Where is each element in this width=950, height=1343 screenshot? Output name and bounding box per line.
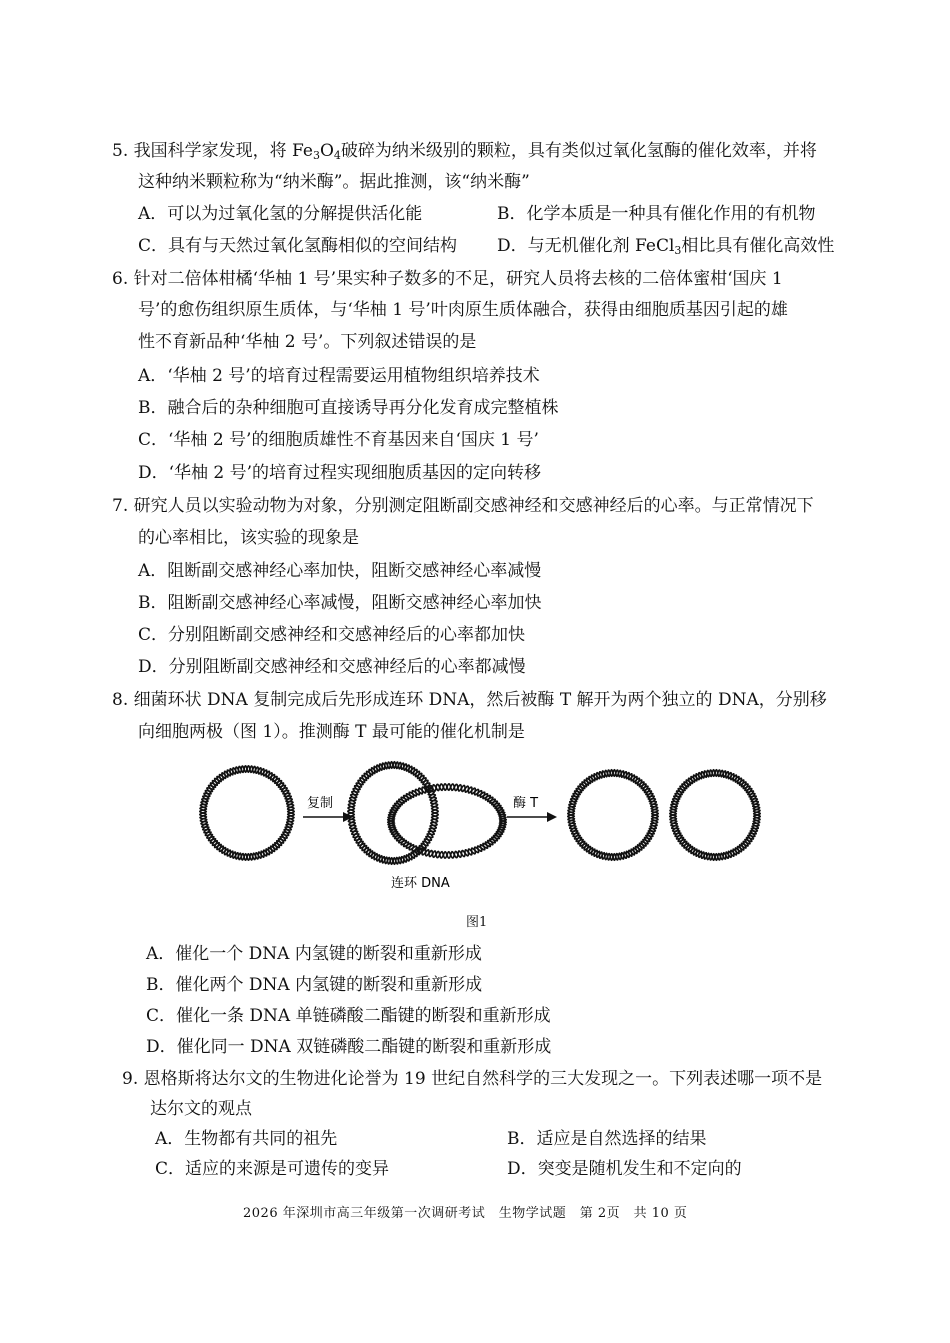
dna-strand-complement <box>388 784 506 858</box>
q9-option-a: A．生物都有共同的祖先 <box>155 1129 338 1149</box>
q8-stem-line-2: 向细胞两极（图 1）。推测酶 T 最可能的催化机制是 <box>138 722 525 742</box>
q6-stem-line-2: 号’的愈伤组织原生质体，与‘华柚 1 号’叶肉原生质体融合，获得由细胞质基因引起的雄 <box>138 300 788 320</box>
q5-option-b: B．化学本质是一种具有催化作用的有机物 <box>497 204 816 224</box>
q8-number: 8. <box>112 690 129 710</box>
q6-option-d: D．‘华柚 2 号’的培育过程实现细胞质基因的定向转移 <box>138 463 542 483</box>
q8-option-a: A．催化一个 DNA 内氢键的断裂和重新形成 <box>146 944 482 964</box>
label-replication: 复制 <box>307 796 334 811</box>
arrow-enzyme <box>507 812 557 822</box>
q6-option-a: A．‘华柚 2 号’的培育过程需要运用植物组织培养技术 <box>138 366 540 386</box>
label-enzyme-t: 酶 T <box>513 796 539 811</box>
circular-dna-right-1 <box>568 770 658 860</box>
q9-stem-line-2: 达尔文的观点 <box>150 1099 252 1119</box>
q8-option-d: D．催化同一 DNA 双链磷酸二酯键的断裂和重新形成 <box>146 1037 552 1057</box>
q5-number: 5. <box>112 141 129 161</box>
circular-dna-right-2 <box>670 770 760 860</box>
q7-option-b: B．阻断副交感神经心率减慢，阻断交感神经心率加快 <box>138 593 542 613</box>
dna-strand-complement <box>200 766 294 860</box>
q9-option-d: D．突变是随机发生和不定向的 <box>507 1159 742 1179</box>
q5-option-c: C．具有与天然过氧化氢酶相似的空间结构 <box>138 236 458 256</box>
dna-strand-complement <box>568 770 658 860</box>
q6-number: 6. <box>112 269 129 289</box>
q6-option-b: B．融合后的杂种细胞可直接诱导再分化发育成完整植株 <box>138 398 559 418</box>
q9-option-b: B．适应是自然选择的结果 <box>507 1129 707 1149</box>
page-footer: 2026 年深圳市高三年级第一次调研考试 生物学试题 第 2页 共 10 页 <box>243 1206 688 1221</box>
figure-1-dna-diagram <box>195 755 775 895</box>
q5-option-d: D．与无机催化剂 FeCl$_3$相比具有催化高效性 <box>497 236 835 257</box>
q9-stem-line-1: 9. 恩格斯将达尔文的生物进化论誉为 19 世纪自然科学的三大发现之一。下列表述哪一项不是 <box>122 1069 823 1089</box>
q5-option-a: A．可以为过氧化氢的分解提供活化能 <box>138 204 423 224</box>
q7-number: 7. <box>112 496 129 516</box>
q8-option-c: C．催化一条 DNA 单链磷酸二酯键的断裂和重新形成 <box>146 1006 551 1026</box>
arrow-replication <box>303 812 353 822</box>
q6-option-c: C．‘华柚 2 号’的细胞质雄性不育基因来自‘国庆 1 号’ <box>138 430 539 450</box>
q9-number: 9. <box>122 1069 139 1089</box>
q6-stem-line-1: 6. 针对二倍体柑橘‘华柚 1 号’果实种子数多的不足，研究人员将去核的二倍体蜜柑‘国庆 1 <box>112 269 783 289</box>
q8-option-b: B．催化两个 DNA 内氢键的断裂和重新形成 <box>146 975 483 995</box>
q9-option-c: C．适应的来源是可遗传的变异 <box>155 1159 390 1179</box>
figure-caption: 图1 <box>466 915 488 930</box>
q6-stem-line-3: 性不育新品种‘华柚 2 号’。下列叙述错误的是 <box>138 332 477 352</box>
q7-option-a: A．阻断副交感神经心率加快，阻断交感神经心率减慢 <box>138 561 542 581</box>
label-catenane-dna: 连环 DNA <box>391 876 450 891</box>
q7-stem-line-2: 的心率相比，该实验的现象是 <box>138 528 359 548</box>
q8-stem-line-1: 8. 细菌环状 DNA 复制完成后先形成连环 DNA，然后被酶 T 解开为两个独立的 DNA，分别移 <box>112 690 827 710</box>
catenane-dna-ring-2 <box>388 784 506 858</box>
q7-option-d: D．分别阻断副交感神经和交感神经后的心率都减慢 <box>138 657 526 677</box>
q7-option-c: C．分别阻断副交感神经和交感神经后的心率都加快 <box>138 625 526 645</box>
q5-stem-line-1: 5. 我国科学家发现，将 $Fe_3O_4$破碎为纳米级别的颗粒，具有类似过氧化氢酶的催化效率，并将 <box>112 141 817 162</box>
dna-strand-complement <box>670 770 760 860</box>
q5-stem-line-2: 这种纳米颗粒称为“纳米酶”。据此推测，该“纳米酶” <box>138 172 530 192</box>
q7-stem-line-1: 7. 研究人员以实验动物为对象，分别测定阻断副交感神经和交感神经后的心率。与正常情况下 <box>112 496 814 516</box>
circular-dna-left <box>200 766 294 860</box>
